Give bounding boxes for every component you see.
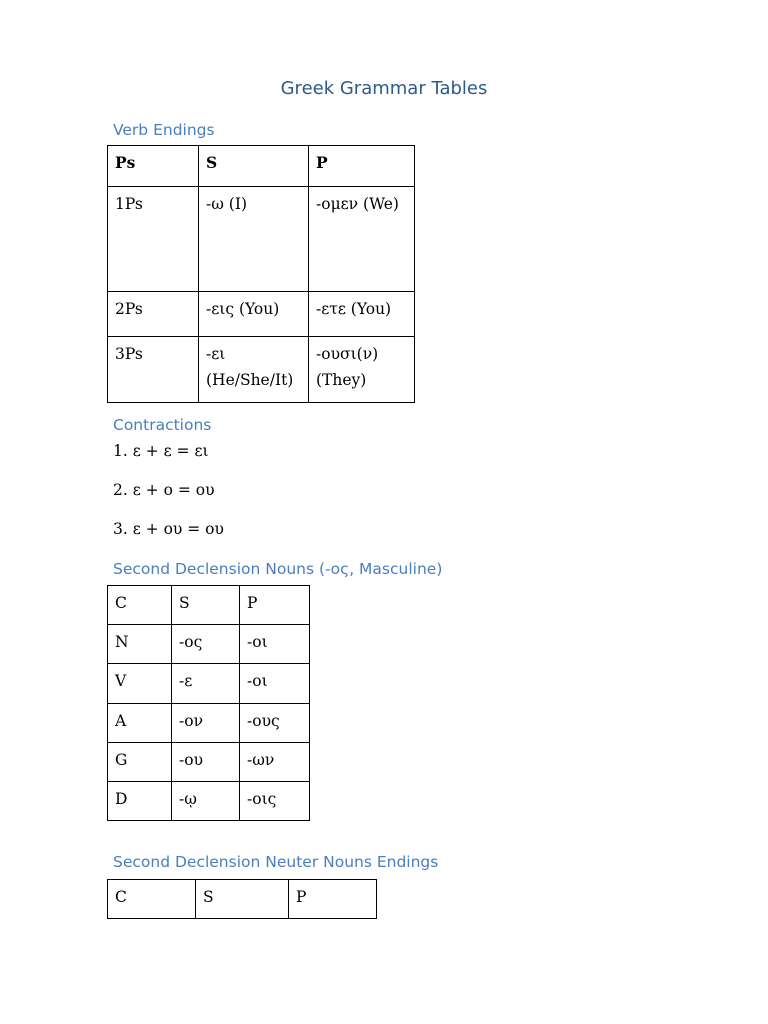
table-row (108, 292, 415, 337)
singular-cell: -ει (He/She/It) (199, 337, 309, 403)
case-cell: N (108, 625, 172, 664)
case-cell: D (108, 782, 172, 821)
plural-cell: -οι (240, 664, 310, 704)
singular-cell: -ε (172, 664, 240, 704)
table-row (108, 704, 310, 743)
singular-cell: -ου (172, 743, 240, 782)
header-cell: S (196, 880, 289, 919)
table-header-row (108, 146, 415, 187)
person-cell: 2Ps (108, 292, 199, 337)
neuter-nouns-table (107, 879, 377, 919)
plural-cell: -οι (240, 625, 310, 664)
plural-cell: -ετε (You) (309, 292, 415, 337)
document-title: Greek Grammar Tables (280, 78, 488, 99)
header-cell: S (199, 146, 309, 187)
list-item: 2. ε + ο = ου (113, 481, 215, 499)
plural-cell: -ους (240, 704, 310, 743)
case-cell: G (108, 743, 172, 782)
singular-cell: -ον (172, 704, 240, 743)
list-item: 3. ε + ου = ου (113, 520, 224, 538)
masculine-nouns-heading: Second Declension Nouns (-ος, Masculine) (113, 560, 443, 578)
header-cell: S (172, 586, 240, 625)
header-cell: P (240, 586, 310, 625)
plural-cell: -οις (240, 782, 310, 821)
case-cell: A (108, 704, 172, 743)
table-row (108, 625, 310, 664)
singular-cell: -ος (172, 625, 240, 664)
table-row (108, 337, 415, 403)
header-cell: P (309, 146, 415, 187)
table-row (108, 187, 415, 292)
verb-endings-table (107, 145, 415, 403)
plural-cell: -ομεν (We) (309, 187, 415, 292)
verb-endings-heading: Verb Endings (113, 121, 215, 139)
singular-cell: -ῳ (172, 782, 240, 821)
table-row (108, 743, 310, 782)
list-item: 1. ε + ε = ει (113, 442, 209, 460)
neuter-nouns-heading: Second Declension Neuter Nouns Endings (113, 853, 439, 871)
person-cell: 3Ps (108, 337, 199, 403)
table-header-row (108, 586, 310, 625)
masculine-nouns-table (107, 585, 310, 821)
plural-cell: -ουσι(ν) (They) (309, 337, 415, 403)
case-cell: V (108, 664, 172, 704)
table-row (108, 664, 310, 704)
plural-cell: -ων (240, 743, 310, 782)
table-header-row (108, 880, 377, 919)
header-cell: C (108, 880, 196, 919)
table-row (108, 782, 310, 821)
singular-cell: -εις (You) (199, 292, 309, 337)
singular-cell: -ω (I) (199, 187, 309, 292)
header-cell: C (108, 586, 172, 625)
person-cell: 1Ps (108, 187, 199, 292)
header-cell: P (289, 880, 377, 919)
contractions-heading: Contractions (113, 416, 212, 434)
header-cell: Ps (108, 146, 199, 187)
